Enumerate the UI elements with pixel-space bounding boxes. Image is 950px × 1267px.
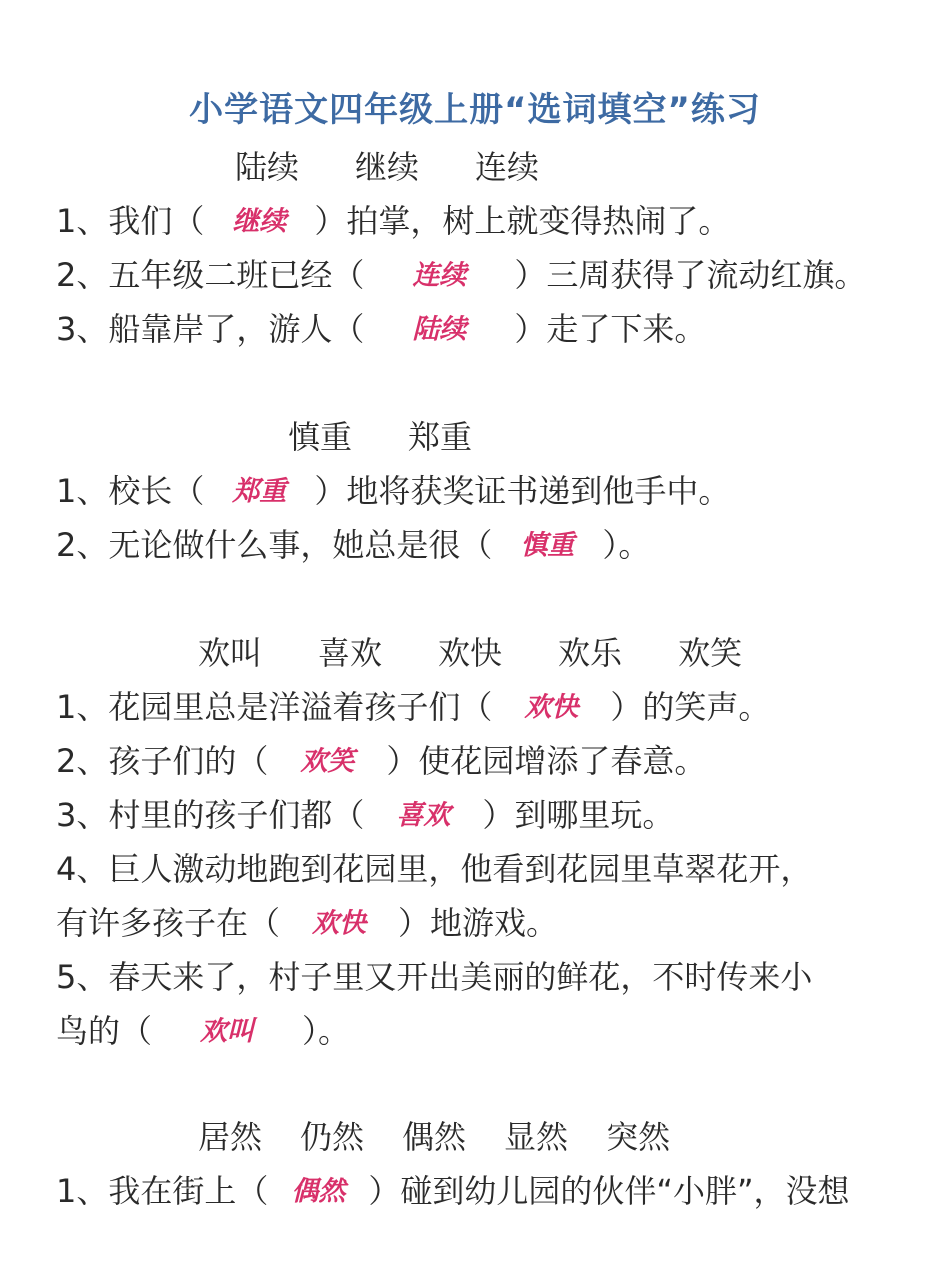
question-line: 3、船靠岸了，游人（ 陆续 ）走了下来。	[56, 304, 706, 350]
question-line: 5、春天来了，村子里又开出美丽的鲜花，不时传来小	[56, 958, 813, 996]
answer-text: 喜欢	[396, 800, 451, 831]
word-option: 继续	[355, 148, 420, 186]
word-option: 显然	[504, 1118, 569, 1156]
word-option: 欢快	[438, 634, 503, 672]
answer-text: 欢快	[312, 908, 367, 939]
question-line: 1、我们（ 继续 ）拍掌，树上就变得热闹了。	[56, 196, 730, 242]
answer-text: 陆续	[412, 314, 467, 345]
word-option: 郑重	[408, 418, 473, 456]
question-line: 1、校长（ 郑重 ）地将获奖证书递到他手中。	[56, 466, 730, 512]
word-option: 陆续	[235, 148, 300, 186]
word-bank-3	[198, 628, 742, 674]
question-line: 3、村里的孩子们都（ 喜欢 ）到哪里玩。	[56, 790, 674, 836]
answer-text: 郑重	[232, 476, 287, 507]
answer-text: 欢叫	[200, 1016, 255, 1047]
word-option: 居然	[198, 1118, 263, 1156]
word-option: 偶然	[402, 1118, 467, 1156]
question-line: 2、五年级二班已经（ 连续 ）三周获得了流动红旗。	[56, 250, 866, 296]
page-title: 小学语文四年级上册“选词填空”练习	[189, 90, 761, 130]
word-option: 突然	[606, 1118, 671, 1156]
question-line: 鸟的（ 欢叫 ）。	[56, 1006, 350, 1052]
word-bank-2	[288, 412, 472, 458]
word-option: 连续	[475, 148, 540, 186]
word-bank-1	[235, 142, 539, 188]
question-line: 1、花园里总是洋溢着孩子们（ 欢快 ）的笑声。	[56, 682, 770, 728]
answer-text: 继续	[232, 206, 287, 237]
word-option: 欢笑	[678, 634, 743, 672]
word-bank-4	[198, 1112, 670, 1158]
question-line: 1、我在街上（ 偶然 ）碰到幼儿园的伙伴“小胖”，没想	[56, 1166, 850, 1212]
answer-text: 连续	[412, 260, 467, 291]
answer-text: 欢笑	[300, 746, 355, 777]
word-option: 欢叫	[198, 634, 263, 672]
word-option: 喜欢	[318, 634, 383, 672]
word-option: 欢乐	[558, 634, 623, 672]
question-line: 2、孩子们的（ 欢笑 ）使花园增添了春意。	[56, 736, 706, 782]
answer-text: 欢快	[524, 692, 579, 723]
question-line: 有许多孩子在（ 欢快 ）地游戏。	[56, 898, 558, 944]
word-option: 慎重	[288, 418, 353, 456]
answer-text: 慎重	[520, 530, 575, 561]
answer-text: 偶然	[291, 1176, 346, 1207]
question-line: 4、巨人激动地跑到花园里，他看到花园里草翠花开，	[56, 850, 813, 888]
word-option: 仍然	[300, 1118, 365, 1156]
question-line: 2、无论做什么事，她总是很（ 慎重 ）。	[56, 520, 650, 566]
